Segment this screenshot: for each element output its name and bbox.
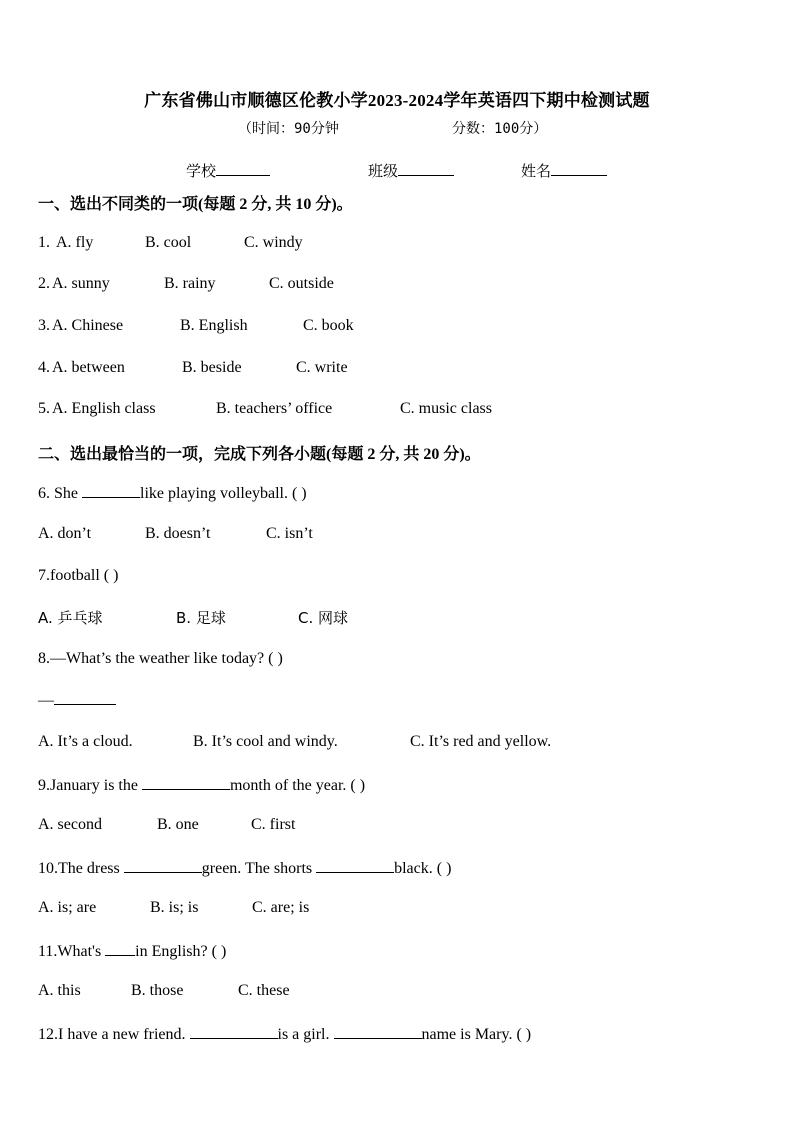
question-7-options — [38, 607, 349, 628]
question-7: 7.football ( ) — [38, 567, 119, 584]
q3-option-c: C. book — [303, 317, 354, 334]
q4-option-a: A. between — [52, 359, 125, 376]
q3-option-a: A. Chinese — [52, 317, 124, 334]
q8-option-a: A. It’s a cloud. — [38, 733, 133, 750]
class-blank[interactable] — [398, 161, 454, 176]
q2-number: 2. — [38, 275, 50, 292]
q9-text-post: month of the year. ( ) — [229, 777, 366, 794]
q6-text-post: like playing volleyball. ( ) — [140, 485, 307, 502]
q1-option-a: A. fly — [56, 234, 94, 251]
q9-option-c: C. first — [251, 816, 296, 833]
school-label: 学校 — [186, 164, 217, 180]
q6-option-b: B. doesn’t — [145, 525, 211, 542]
question-8-answer-line — [38, 690, 116, 710]
question-3 — [38, 317, 354, 335]
section2-heading: 二、选出最恰当的一项，完成下列各小题(每题 2 分, 共 20 分)。 — [38, 446, 481, 463]
q12-text-pre: 12.I have a new friend. — [38, 1026, 190, 1043]
exam-time: （时间：90分钟 — [238, 121, 339, 137]
q12-blank-2[interactable] — [334, 1024, 422, 1039]
q11-option-b: B. those — [131, 982, 184, 999]
school-field — [186, 160, 270, 181]
q11-option-a: A. this — [38, 982, 81, 999]
class-label: 班级 — [368, 164, 399, 180]
exam-score: 分数：100分） — [452, 121, 548, 137]
q9-blank[interactable] — [142, 775, 230, 790]
q4-number: 4. — [38, 359, 50, 376]
q4-option-b: B. beside — [182, 359, 242, 376]
q9-text-pre: 9.January is the — [38, 777, 142, 794]
q8-option-b: B. It’s cool and windy. — [193, 733, 338, 750]
q7-option-c: C. 网球 — [298, 609, 349, 627]
question-12 — [38, 1024, 531, 1044]
q10-text-pre: 10.The dress — [38, 860, 124, 877]
question-2 — [38, 275, 334, 293]
q8-dash: — — [38, 692, 54, 709]
q11-text-pre: 11.What's — [38, 943, 106, 960]
question-9-options — [38, 816, 296, 834]
question-4 — [38, 359, 348, 377]
q6-option-c: C. isn’t — [266, 525, 313, 542]
name-blank[interactable] — [551, 161, 607, 176]
question-8-options — [38, 733, 552, 751]
question-5 — [38, 400, 492, 418]
q5-option-c: C. music class — [400, 400, 492, 417]
q10-option-a: A. is; are — [38, 899, 97, 916]
q5-option-a: A. English class — [52, 400, 156, 417]
q1-number: 1. — [38, 234, 50, 251]
q10-blank-1[interactable] — [124, 858, 202, 873]
school-blank[interactable] — [216, 161, 270, 176]
question-10 — [38, 858, 451, 878]
q2-option-b: B. rainy — [164, 275, 216, 292]
question-9 — [38, 775, 365, 795]
q2-option-a: A. sunny — [52, 275, 110, 292]
q4-option-c: C. write — [296, 359, 348, 376]
q6-option-a: A. don’t — [38, 525, 92, 542]
q1-option-c: C. windy — [244, 234, 303, 251]
question-6 — [38, 483, 307, 503]
name-field — [521, 160, 607, 181]
q8-blank[interactable] — [54, 690, 116, 705]
question-10-options — [38, 899, 310, 917]
section1-heading: 一、选出不同类的一项(每题 2 分, 共 10 分)。 — [38, 196, 353, 213]
q3-option-b: B. English — [180, 317, 248, 334]
q11-blank[interactable] — [105, 941, 135, 956]
q11-option-c: C. these — [238, 982, 290, 999]
q10-option-b: B. is; is — [150, 899, 199, 916]
q2-option-c: C. outside — [269, 275, 334, 292]
q10-text-mid: green. The shorts — [201, 860, 317, 877]
class-field — [368, 160, 454, 181]
question-6-options — [38, 525, 313, 543]
q12-blank-1[interactable] — [190, 1024, 278, 1039]
q5-option-b: B. teachers’ office — [216, 400, 333, 417]
q6-blank[interactable] — [82, 483, 140, 498]
question-1 — [38, 234, 303, 252]
q10-blank-2[interactable] — [316, 858, 394, 873]
q3-number: 3. — [38, 317, 50, 334]
q9-option-a: A. second — [38, 816, 102, 833]
question-8: 8.—What’s the weather like today? ( ) — [38, 650, 283, 667]
q12-text-post: name is Mary. ( ) — [421, 1026, 532, 1043]
q7-option-b: B. 足球 — [176, 609, 226, 627]
q12-text-mid: is a girl. — [277, 1026, 334, 1043]
question-11 — [38, 941, 226, 961]
q5-number: 5. — [38, 400, 50, 417]
q10-option-c: C. are; is — [252, 899, 310, 916]
q10-text-post: black. ( ) — [394, 860, 452, 877]
q8-option-c: C. It’s red and yellow. — [410, 733, 552, 750]
q11-text-post: in English? ( ) — [135, 943, 227, 960]
q1-option-b: B. cool — [145, 234, 192, 251]
page-title: 广东省佛山市顺德区伦教小学2023-2024学年英语四下期中检测试题 — [144, 91, 650, 110]
question-11-options — [38, 982, 290, 1000]
q6-text-pre: 6. She — [38, 485, 82, 502]
q9-option-b: B. one — [157, 816, 199, 833]
name-label: 姓名 — [521, 164, 552, 180]
q7-option-a: A. 乒乓球 — [38, 609, 103, 627]
